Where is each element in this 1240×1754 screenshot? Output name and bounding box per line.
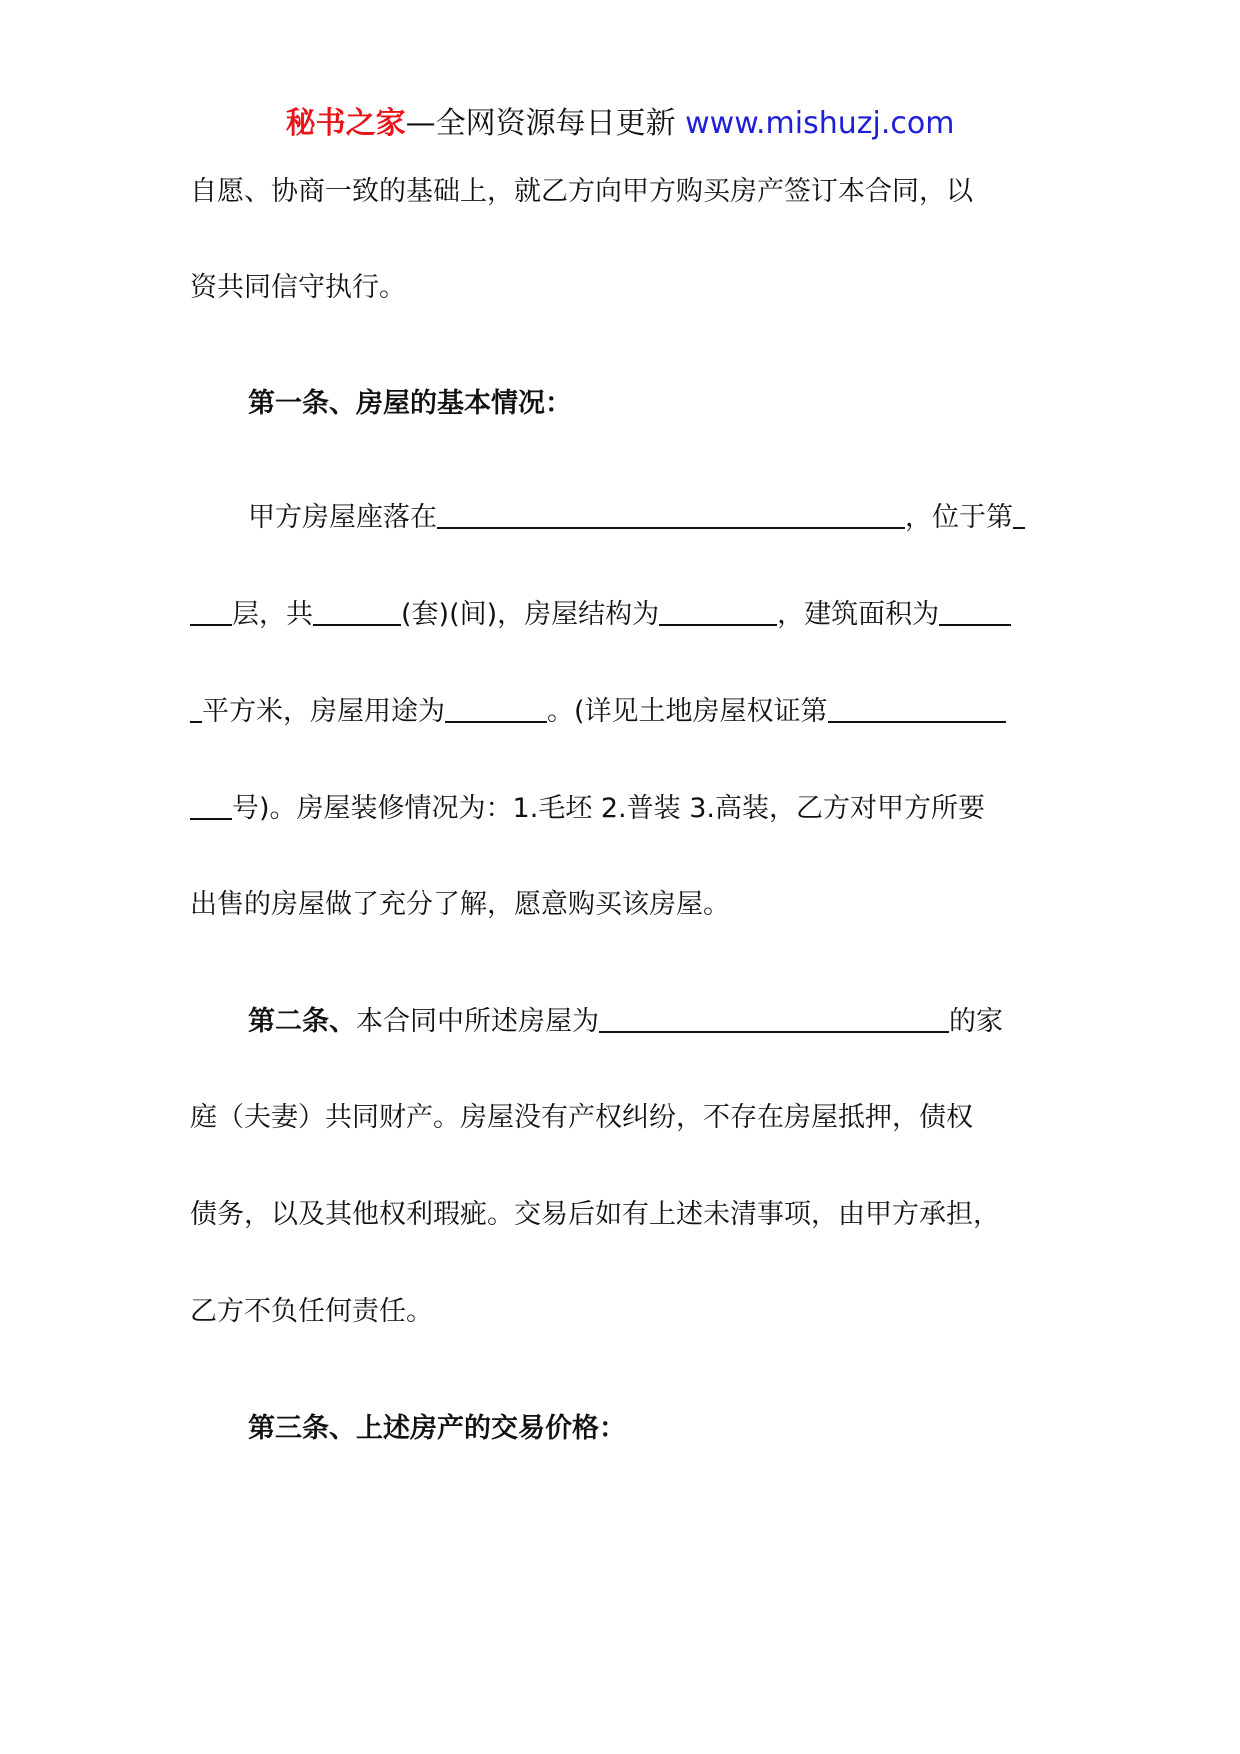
certificate-blank-start[interactable]	[828, 691, 1006, 723]
units-label: 层，共	[232, 599, 313, 630]
paragraph-line-2: 资共同信守执行。	[190, 272, 406, 303]
article-1-line-5: 出售的房屋做了充分了解，愿意购买该房屋。	[190, 889, 730, 920]
article-2-line-4: 乙方不负任何责任。	[190, 1296, 433, 1327]
structure-label: (套)(间)，房屋结构为	[401, 599, 660, 630]
location-blank[interactable]	[437, 497, 905, 529]
certificate-label: 。(详见土地房屋权证第	[547, 696, 828, 727]
article-2-line-2: 庭（夫妻）共同财产。房屋没有产权纠纷，不存在房屋抵押，债权	[190, 1102, 973, 1133]
floor-blank-start[interactable]	[1013, 497, 1025, 529]
location-label: 甲方房屋座落在	[248, 502, 437, 533]
structure-blank[interactable]	[659, 594, 777, 626]
brand-name: 秘书之家	[285, 106, 406, 141]
area-label: ，建筑面积为	[777, 599, 940, 630]
usage-blank[interactable]	[445, 691, 547, 723]
decoration-text: 号)。房屋装修情况为：1.毛坯 2.普装 3.高装，乙方对甲方所要	[232, 793, 985, 824]
article-2-line-3: 债务，以及其他权利瑕疵。交易后如有上述未清事项，由甲方承担，	[190, 1199, 1000, 1230]
article-2-line-1	[248, 1001, 1003, 1042]
floor-label: ，位于第	[905, 502, 1013, 533]
certificate-blank-end[interactable]	[190, 788, 232, 820]
usage-label: 平方米，房屋用途为	[202, 696, 445, 727]
article-1-line-1	[248, 497, 1025, 538]
units-blank[interactable]	[313, 594, 401, 626]
owner-blank[interactable]	[599, 1001, 949, 1033]
article-1-title: 第一条、房屋的基本情况：	[248, 388, 572, 419]
header-url-link[interactable]: www.mishuzj.com	[685, 106, 955, 141]
article-1-line-4	[190, 788, 985, 829]
article-3-title: 第三条、上述房产的交易价格：	[248, 1413, 626, 1444]
article-2-label: 第二条、	[248, 1006, 356, 1037]
floor-blank-end[interactable]	[190, 594, 232, 626]
header-tagline: —全网资源每日更新	[405, 106, 676, 141]
page-header	[0, 104, 1240, 144]
article-2-text: 本合同中所述房屋为	[356, 1006, 599, 1037]
area-blank-end[interactable]	[190, 691, 202, 723]
area-blank-start[interactable]	[939, 594, 1011, 626]
article-2-end: 的家	[949, 1006, 1003, 1037]
paragraph-line-1: 自愿、协商一致的基础上，就乙方向甲方购买房产签订本合同，以	[190, 176, 973, 207]
article-1-line-3	[190, 691, 1006, 732]
article-1-line-2	[190, 594, 1011, 635]
